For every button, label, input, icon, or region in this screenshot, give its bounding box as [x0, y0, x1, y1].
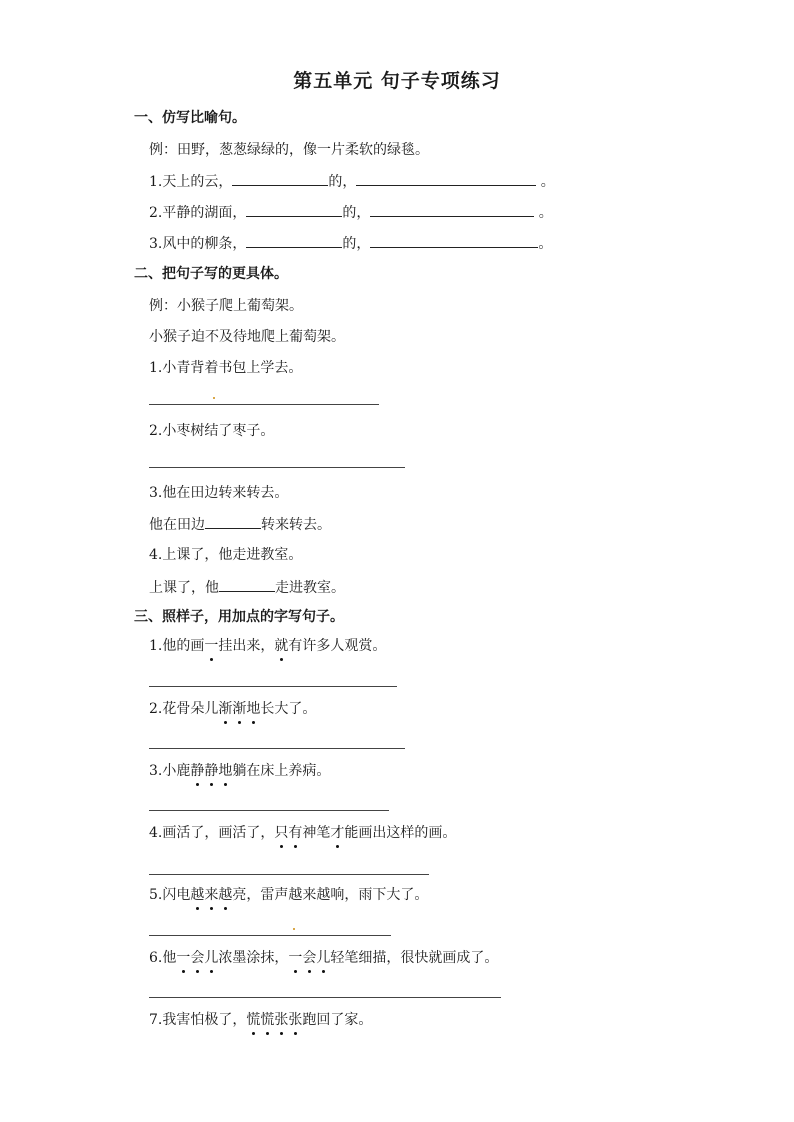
- text: 轻笔细描，很快就画成了。: [330, 950, 499, 966]
- text: 3.小鹿: [149, 763, 191, 779]
- dotted-char: 一: [176, 950, 191, 966]
- s1-item-3-blank-a[interactable]: [246, 233, 342, 248]
- dotted-char: 一: [204, 638, 219, 654]
- text: 浓墨涂抹，: [218, 950, 289, 966]
- text: 5.闪电: [149, 887, 191, 903]
- text: 1.他的画: [149, 638, 205, 654]
- s1-item-1-blank-b[interactable]: [356, 171, 536, 186]
- s1-item-2: [149, 202, 553, 223]
- text: 神笔: [302, 825, 331, 841]
- s2-answer-line-1[interactable]: [149, 404, 379, 405]
- text: 亮，雷声越来越响，雨下大了。: [232, 887, 429, 903]
- dotted-char: 才: [330, 825, 345, 841]
- dotted-char: 来: [204, 887, 219, 903]
- s3-question-6: [149, 948, 498, 968]
- s1-item-2-prefix: 2.平静的湖面，: [149, 205, 247, 221]
- s1-item-2-blank-a[interactable]: [246, 202, 342, 217]
- s3-question-1: [149, 636, 386, 656]
- s3-question-2: [149, 699, 316, 719]
- section-2-heading: 二、把句子写的更具体。: [134, 266, 288, 282]
- dotted-char: 越: [218, 887, 233, 903]
- s2-question-4: 4.上课了，他走进教室。: [149, 547, 303, 563]
- page-title: 第五单元 句子专项练习: [293, 70, 501, 92]
- s1-item-3: [149, 233, 552, 254]
- dotted-char: 张: [274, 1012, 289, 1028]
- s2-q3-blank[interactable]: [205, 514, 261, 529]
- s2-question-3-fill: [149, 514, 331, 535]
- dotted-char: 静: [190, 763, 205, 779]
- s1-item-1-prefix: 1.天上的云，: [149, 174, 233, 190]
- s2-question-4-fill: [149, 577, 345, 598]
- s1-item-3-end: 。: [538, 236, 553, 252]
- s1-item-3-blank-b[interactable]: [370, 233, 538, 248]
- dotted-char: 就: [274, 638, 289, 654]
- s2-q3-prefix: 他在田边: [149, 517, 205, 533]
- s2-q3-suffix: 转来转去。: [261, 517, 331, 533]
- s1-item-1-blank-a[interactable]: [232, 171, 328, 186]
- section-1-example: 例：田野，葱葱绿绿的，像一片柔软的绿毯。: [149, 142, 429, 158]
- text: 长大了。: [260, 701, 317, 717]
- scan-speck: [213, 397, 215, 399]
- s2-question-1: 1.小青背着书包上学去。: [149, 360, 303, 376]
- scan-speck: [293, 928, 295, 930]
- s2-question-3: 3.他在田边转来转去。: [149, 485, 289, 501]
- text: 能画出这样的画。: [344, 825, 457, 841]
- s3-answer-line-1[interactable]: [149, 686, 397, 687]
- dotted-char: 会: [190, 950, 205, 966]
- section-2-example-answer: 小猴子迫不及待地爬上葡萄架。: [149, 329, 345, 345]
- dotted-char: 地: [218, 763, 233, 779]
- dotted-char: 慌: [260, 1012, 275, 1028]
- text: 躺在床上养病。: [232, 763, 331, 779]
- s1-item-2-end: 。: [534, 205, 553, 221]
- s1-item-1-end: 。: [536, 174, 555, 190]
- dotted-char: 有: [288, 825, 303, 841]
- s3-answer-line-5[interactable]: [149, 935, 391, 936]
- s3-answer-line-2[interactable]: [149, 748, 405, 749]
- text: 4.画活了，画活了，: [149, 825, 275, 841]
- s3-answer-line-6[interactable]: [149, 997, 501, 998]
- dotted-char: 渐: [232, 701, 247, 717]
- s2-q4-prefix: 上课了，他: [149, 580, 219, 596]
- dotted-char: 渐: [218, 701, 233, 717]
- s2-q4-suffix: 走进教室。: [275, 580, 345, 596]
- dotted-char: 儿: [316, 950, 331, 966]
- text: 挂出来，: [218, 638, 275, 654]
- s3-question-7: [149, 1010, 372, 1030]
- text: 有许多人观赏。: [288, 638, 387, 654]
- dotted-char: 慌: [246, 1012, 261, 1028]
- s1-item-1: [149, 171, 555, 192]
- s1-item-2-blank-b[interactable]: [370, 202, 534, 217]
- dotted-char: 儿: [204, 950, 219, 966]
- text: 7.我害怕极了，: [149, 1012, 247, 1028]
- text: 6.他: [149, 950, 177, 966]
- section-1-heading: 一、仿写比喻句。: [134, 110, 246, 126]
- dotted-char: 静: [204, 763, 219, 779]
- s3-answer-line-3[interactable]: [149, 810, 389, 811]
- s3-question-4: [149, 823, 456, 843]
- dotted-char: 会: [302, 950, 317, 966]
- s2-answer-line-2[interactable]: [149, 467, 405, 468]
- s2-question-2: 2.小枣树结了枣子。: [149, 423, 275, 439]
- dotted-char: 张: [288, 1012, 303, 1028]
- text: 跑回了家。: [302, 1012, 373, 1028]
- s2-q4-blank[interactable]: [219, 577, 275, 592]
- text: 2.花骨朵儿: [149, 701, 219, 717]
- dotted-char: 越: [190, 887, 205, 903]
- s3-question-5: [149, 885, 428, 905]
- dotted-char: 地: [246, 701, 261, 717]
- s1-item-3-middle: 的，: [342, 236, 371, 252]
- s3-answer-line-4[interactable]: [149, 874, 429, 875]
- dotted-char: 一: [288, 950, 303, 966]
- s1-item-3-prefix: 3.风中的柳条，: [149, 236, 247, 252]
- s1-item-1-middle: 的，: [328, 174, 357, 190]
- dotted-char: 只: [274, 825, 289, 841]
- section-2-example: 例：小猴子爬上葡萄架。: [149, 298, 303, 314]
- s1-item-2-middle: 的，: [342, 205, 371, 221]
- s3-question-3: [149, 761, 330, 781]
- section-3-heading: 三、照样子，用加点的字写句子。: [134, 609, 344, 625]
